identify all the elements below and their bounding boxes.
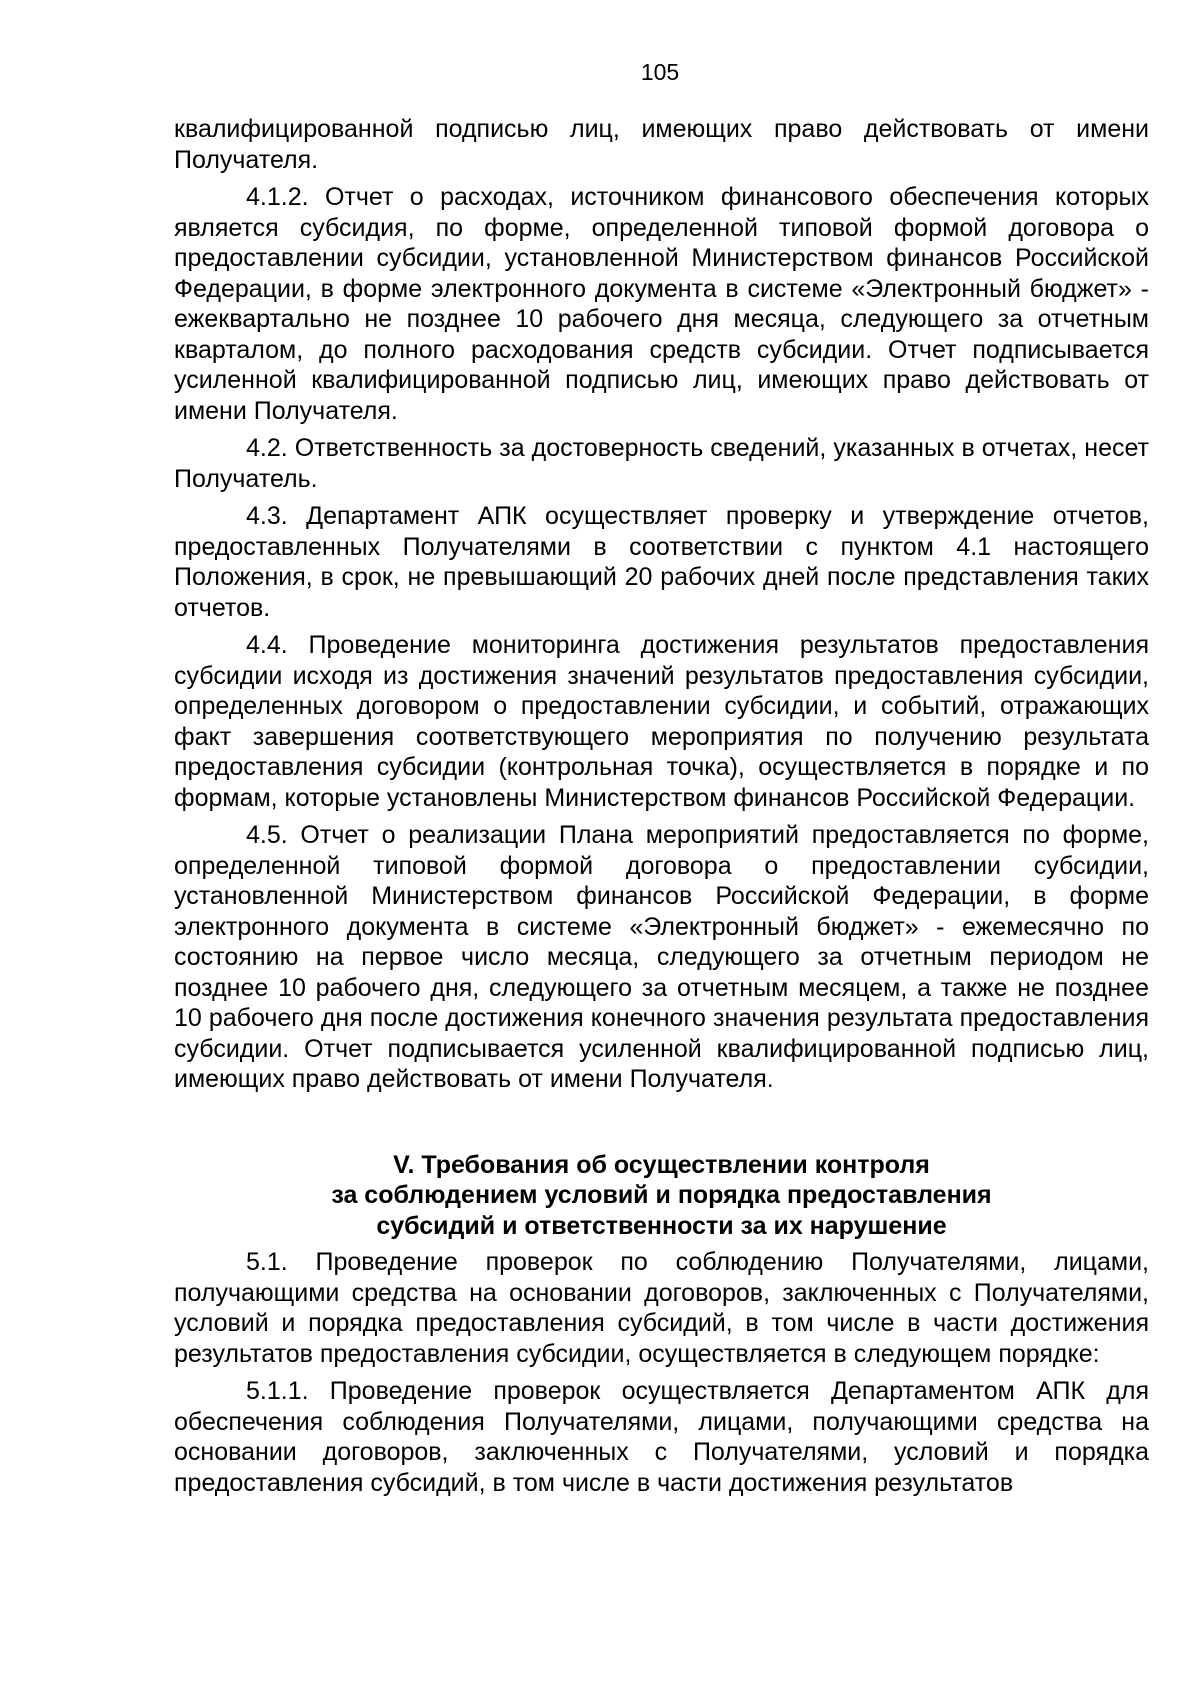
paragraph-continuation: квалифицированной подписью лиц, имеющих право действовать от имени Получателя. bbox=[174, 115, 1149, 174]
page-number: 105 bbox=[640, 59, 680, 85]
section-heading-line: за соблюдением условий и порядка предоставления bbox=[331, 1181, 992, 1209]
paragraph-4-2: 4.2. Ответственность за достоверность сведений, указанных в отчетах, несет Получатель. bbox=[174, 434, 1149, 493]
paragraph-4-4: 4.4. Проведение мониторинга достижения результатов предоставления субсидии исходя из достижения значений результатов предоставления субсидии, определенных договором о предоставлении субсидии, и событий, отражающих факт завершения соответствующего мероприятия по получению результата предоставления субсидии (контрольная точка), осуществляется в порядке и по формам, которые установлены Министерством финансов Российской Федерации. bbox=[174, 631, 1149, 812]
section-heading-line: субсидий и ответственности за их нарушение bbox=[376, 1211, 947, 1240]
document-body bbox=[174, 114, 1149, 1505]
paragraph-5-1-1: 5.1.1. Проведение проверок осуществляется Департаментом АПК для обеспечения соблюдения Получателями, лицами, получающими средства на основании договоров, заключенных с Получателями, условий и порядка предоставления субсидий, в том числе в части достижения результатов bbox=[174, 1377, 1149, 1497]
section-heading bbox=[174, 1150, 1149, 1242]
paragraph-5-1: 5.1. Проведение проверок по соблюдению Получателями, лицами, получающими средства на основании договоров, заключенных с Получателями, условий и порядка предоставления субсидий, в том числе в части достижения результатов предоставления субсидии, осуществляется в следующем порядке: bbox=[174, 1248, 1149, 1368]
paragraph-4-1-2: 4.1.2. Отчет о расходах, источником финансового обеспечения которых является субсидия, по форме, определенной типовой формой договора о предоставлении субсидии, установленной Министерством финансов Российской Федерации, в форме электронного документа в системе «Электронный бюджет» - ежеквартально не позднее 10 рабочего дня месяца, следующего за отчетным кварталом, до полного расходования средств субсидии. Отчет подписывается усиленной квалифицированной подписью лиц, имеющих право действовать от имени Получателя. bbox=[174, 183, 1149, 425]
paragraph-4-3: 4.3. Департамент АПК осуществляет проверку и утверждение отчетов, предоставленных Получателями в соответствии с пунктом 4.1 настоящего Положения, в срок, не превышающий 20 рабочих дней после представления таких отчетов. bbox=[174, 502, 1149, 622]
paragraph-4-5: 4.5. Отчет о реализации Плана мероприятий предоставляется по форме, определенной типовой формой договора о предоставлении субсидии, установленной Министерством финансов Российской Федерации, в форме электронного документа в системе «Электронный бюджет» - ежемесячно по состоянию на первое число месяца, следующего за отчетным периодом не позднее 10 рабочего дня, следующего за отчетным месяцем, а также не позднее 10 рабочего дня после достижения конечного значения результата предоставления субсидии. Отчет подписывается усиленной квалифицированной подписью лиц, имеющих право действовать от имени Получателя. bbox=[174, 821, 1149, 1093]
section-heading-line: V. Требования об осуществлении контроля bbox=[393, 1150, 930, 1179]
